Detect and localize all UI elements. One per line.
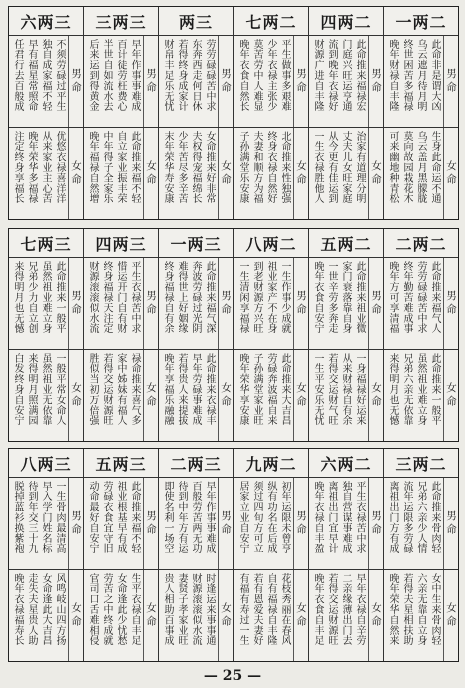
female-fortune-cell [159,350,233,441]
verse-line: 终年勤苦难成事 [401,261,412,334]
verse-line: 兄弟六亲无依靠 [401,353,412,426]
bone-weight-column [308,7,383,219]
verse-line: 晚年福禄自然增 [87,131,98,204]
verse-line: 六亲无靠自立身 [415,573,426,646]
verse-line: 生身此命运不通 [429,131,440,204]
verse-line: 来得明月也无憾 [387,353,398,426]
male-fortune-cell [234,478,308,570]
verse-line: 晚年方可享清福 [387,261,398,334]
verse-line: 夫妻和顺方为福 [251,131,262,204]
male-fortune-label: 男命 [218,36,233,127]
verse-line: 一生平安乐无忧 [312,353,323,426]
verse-line: 终身福禄自有余 [162,261,173,334]
female-fortune-verse [309,570,368,661]
verse-line: 晚年享福乐融融 [162,353,173,426]
verse-line: 一生清闲享福禄 [237,261,248,334]
fortune-table-page [8,6,459,678]
male-fortune-label: 男命 [218,478,233,569]
male-fortune-label: 男命 [443,478,458,569]
verse-line: 流到晚年衣禄好 [326,39,337,112]
bone-weight-column [158,229,233,441]
male-fortune-cell [309,258,383,350]
male-fortune-label: 男命 [443,36,458,127]
verse-line: 终世困苦多福禄 [401,39,412,112]
female-fortune-cell [159,570,233,661]
verse-line: 平生做事多艰难 [279,39,290,112]
female-fortune-cell [309,128,383,219]
verse-line: 待到中年方有运 [176,481,187,554]
verse-line: 一生骨肉最清高 [54,481,65,554]
bone-weight-heading: 八两三 [9,449,83,478]
female-fortune-cell [9,570,83,661]
female-fortune-label: 女命 [443,128,458,219]
bone-weight-heading: 五两三 [84,449,158,478]
female-fortune-label: 女命 [218,350,233,441]
verse-line: 子孙满堂乐安康 [237,131,248,204]
verse-line: 兄弟少力自立创 [26,261,37,334]
bone-weight-column [383,449,458,661]
bone-weight-heading: 二两三 [159,449,233,478]
male-fortune-cell [234,258,308,350]
verse-line: 走失夫星贵人助 [26,573,37,646]
verse-line: 晚年衣禄福寿长 [12,573,23,646]
male-fortune-verse [384,36,443,127]
verse-line: 独自营谋事难成 [340,481,351,554]
bone-weight-heading: 二两二 [384,229,458,258]
female-fortune-label: 女命 [143,128,158,219]
verse-line: 莫向故园栽花木 [401,131,412,204]
verse-line: 自有福禄自丰隆 [265,573,276,646]
male-fortune-label: 男命 [368,36,383,127]
female-fortune-label: 女命 [443,570,458,661]
verse-line: 离祖出门宜早计 [326,481,337,554]
female-fortune-cell [84,570,158,661]
bone-weight-heading: 九两二 [234,449,308,478]
verse-line: 早有福星常照命 [26,39,37,112]
female-fortune-label: 女命 [368,570,383,661]
male-fortune-verse [309,478,368,569]
verse-line: 莫苦劳中人难显 [251,39,262,112]
verse-line: 此命推来骨肉轻 [429,481,440,554]
male-fortune-verse [384,478,443,569]
verse-line: 注定终身享福长 [12,131,23,204]
female-fortune-label: 女命 [68,350,83,441]
verse-line: 此命推来一般平 [429,353,440,426]
verse-line: 胜似当初万倍强 [87,353,98,426]
female-fortune-verse [309,128,368,219]
bone-weight-heading: 五两二 [309,229,383,258]
verse-line: 劳碌奔波福自来 [265,353,276,426]
verse-line: 脱掉蓝衫换紫袍 [12,481,23,554]
female-fortune-label: 女命 [218,570,233,661]
male-fortune-cell [384,258,458,350]
bone-weight-heading: 一两三 [159,229,233,258]
verse-line: 女命逢此少忧愁 [115,573,126,646]
verse-line: 百计徒劳枉费心 [115,39,126,112]
verse-line: 晚年衣禄自丰盈 [312,481,323,554]
female-fortune-label: 女命 [443,350,458,441]
bone-weight-heading: 八两二 [234,229,308,258]
verse-line: 若得贵人来提拔 [176,353,187,426]
verse-line: 女中生来骨肉轻 [429,573,440,646]
male-fortune-label: 男命 [293,258,308,349]
female-fortune-cell [9,128,83,219]
verse-line: 此命推来衣禄丰 [204,353,215,426]
male-fortune-label: 男命 [368,258,383,349]
male-fortune-verse [9,36,68,127]
verse-line: 一身福禄好运来 [354,353,365,426]
female-fortune-cell [159,128,233,219]
verse-line: 时逢运来事事通 [204,573,215,646]
female-fortune-label: 女命 [218,128,233,219]
verse-line: 平生衣禄苦中求 [129,261,140,334]
verse-line: 此命推来福不轻 [129,481,140,554]
male-fortune-cell [9,258,83,350]
verse-line: 此命推来祖业微 [354,261,365,334]
verse-line: 初年运限未曾亨 [279,481,290,554]
fortune-block-2 [8,228,459,442]
verse-line: 半世自如流水去 [101,39,112,112]
verse-line: 早入学门姓名标 [40,481,51,554]
female-fortune-cell [384,128,458,219]
bone-weight-column [233,7,308,219]
bone-weight-heading: 一两二 [384,7,458,36]
female-fortune-cell [84,128,158,219]
verse-line: 晚年荣华多福禄 [26,131,37,204]
female-fortune-verse [9,570,68,661]
female-fortune-cell [309,570,383,661]
female-fortune-cell [309,350,383,441]
verse-line: 早年衣禄自辛劳 [354,573,365,646]
male-fortune-label: 男命 [293,478,308,569]
verse-line: 若得夫星相扶助 [401,573,412,646]
female-fortune-label: 女命 [368,350,383,441]
verse-line: 居家立业自安宁 [237,481,248,554]
verse-line: 中年得子全家乐 [101,131,112,204]
male-fortune-verse [159,258,218,349]
male-fortune-label: 男命 [143,478,158,569]
verse-line: 来得明月也无憾 [12,261,23,334]
female-fortune-verse [9,128,68,219]
verse-line: 二亲缘薄出门去 [340,573,351,646]
verse-line: 百般劳苦两无功 [190,481,201,554]
male-fortune-cell [84,258,158,350]
verse-line: 到老财源方兴旺 [251,261,262,334]
verse-line: 此命推来福气深 [204,261,215,334]
male-fortune-verse [84,36,143,127]
verse-line: 任君行去百般成 [12,39,23,112]
female-fortune-verse [309,350,368,441]
verse-line: 少年苦尽多辛苦 [176,131,187,204]
verse-line: 惜运开门自有财 [115,261,126,334]
bone-weight-column [233,229,308,441]
male-fortune-verse [309,258,368,349]
bone-weight-column [83,7,158,219]
male-fortune-label: 男命 [218,258,233,349]
verse-line: 丈夫儿女旺家庭 [340,131,351,204]
female-fortune-verse [159,128,218,219]
male-fortune-verse [159,478,218,569]
verse-line: 终身衣禄自然好 [265,131,276,204]
bone-weight-heading: 六两二 [309,449,383,478]
female-fortune-cell [234,350,308,441]
bone-weight-column [9,7,83,219]
female-fortune-cell [234,570,308,661]
female-fortune-cell [84,350,158,441]
female-fortune-verse [84,128,143,219]
verse-line: 优悠衣禄喜洋洋 [54,131,65,204]
verse-line: 乌云遮月待月明 [415,39,426,112]
verse-line: 一般平常女命人 [54,353,65,426]
female-fortune-label: 女命 [143,350,158,441]
female-fortune-verse [159,570,218,661]
bone-weight-column [9,229,83,441]
bone-weight-column [308,449,383,661]
bone-weight-heading: 两三 [159,7,233,36]
verse-line: 花枝秀丽在春风 [279,573,290,646]
male-fortune-cell [9,478,83,570]
verse-line: 财源广进自丰隆 [312,39,323,112]
verse-line: 财源滚滚似水流 [87,261,98,334]
bone-weight-column [383,229,458,441]
male-fortune-cell [84,36,158,128]
verse-line: 若得终身成家计 [176,39,187,112]
verse-line: 早年作事事难成 [129,39,140,112]
verse-line: 离祖出门方有成 [387,481,398,554]
bone-weight-heading: 三两二 [384,449,458,478]
bone-weight-heading: 三两三 [84,7,158,36]
verse-line: 夫权得宠福绵长 [190,131,201,204]
verse-line: 风鸣岐山四方扬 [54,573,65,646]
verse-line: 劳劳碌碌苦中求 [204,39,215,112]
verse-line: 若得交运财源旺 [326,573,337,646]
verse-line: 若有恩爱夫妻好 [251,573,262,646]
female-fortune-verse [159,350,218,441]
female-fortune-label: 女命 [68,128,83,219]
verse-line: 财帛丰足乐无忧 [162,39,173,112]
verse-line: 一世辛劳多奔走 [326,261,337,334]
bone-weight-column [383,7,458,219]
verse-line: 即使名利一场空 [162,481,173,554]
female-fortune-label: 女命 [68,570,83,661]
female-fortune-cell [234,128,308,219]
verse-line: 待到年交三十九 [26,481,37,554]
male-fortune-cell [84,478,158,570]
male-fortune-verse [234,258,293,349]
verse-line: 女命推来好非常 [204,131,215,204]
verse-line: 有福有寿过一生 [237,573,248,646]
verse-line: 东奔西走何日休 [190,39,201,112]
female-fortune-label: 女命 [293,350,308,441]
verse-line: 早年作事事难成 [204,481,215,554]
verse-line: 末年荣华寿安康 [162,131,173,204]
male-fortune-label: 男命 [68,478,83,569]
female-fortune-label: 女命 [143,570,158,661]
male-fortune-verse [84,258,143,349]
male-fortune-verse [9,478,68,569]
verse-line: 晚年荣华自然来 [387,573,398,646]
verse-line: 纵有功名在后成 [265,481,276,554]
female-fortune-verse [84,350,143,441]
male-fortune-label: 男命 [293,36,308,127]
verse-line: 从来财禄自有余 [340,353,351,426]
verse-line: 后来运到得黄金 [87,39,98,112]
female-fortune-cell [9,350,83,441]
bone-weight-heading: 四两三 [84,229,158,258]
female-fortune-verse [234,350,293,441]
verse-line: 虽然祖业无依靠 [40,353,51,426]
female-fortune-verse [9,350,68,441]
female-fortune-verse [384,128,443,219]
male-fortune-cell [159,258,233,350]
male-fortune-cell [159,36,233,128]
male-fortune-label: 男命 [443,258,458,349]
verse-line: 虽然祖业难立身 [40,261,51,334]
verse-line: 劳苦之中终成就 [101,573,112,646]
verse-line: 难得世上好姻缘 [176,261,187,334]
page-number: — 25 — [203,668,262,684]
male-fortune-cell [159,478,233,570]
verse-line: 可来幽地种青松 [387,131,398,204]
verse-line: 晚年衣食自安宁 [312,261,323,334]
verse-line: 财源滚滚似水流 [190,573,201,646]
male-fortune-label: 男命 [368,478,383,569]
verse-line: 此命推来福禄宏 [354,39,365,112]
verse-line: 治家有道理分明 [354,131,365,204]
male-fortune-label: 男命 [68,258,83,349]
male-fortune-cell [384,36,458,128]
verse-line: 禄命推来喜气多 [129,353,140,426]
bone-weight-column [9,449,83,661]
verse-line: 家门衰落靠自身 [340,261,351,334]
verse-line: 生平衣禄自丰足 [129,573,140,646]
verse-line: 兄弟六亲少人情 [415,481,426,554]
verse-line: 晚年荣华享安康 [237,353,248,426]
verse-line: 不须劳碌过平生 [54,39,65,112]
verse-line: 子孙满堂家业旺 [251,353,262,426]
verse-line: 祖业根基早有成 [115,481,126,554]
verse-line: 北命推来性独强 [279,131,290,204]
male-fortune-verse [9,258,68,349]
bone-weight-column [158,7,233,219]
male-fortune-verse [234,36,293,127]
verse-line: 女命逢此大吉昌 [40,573,51,646]
verse-line: 若得交运财源旺 [101,353,112,426]
female-fortune-verse [384,570,443,661]
bone-weight-column [308,229,383,441]
verse-line: 一生作事少成就 [279,261,290,334]
male-fortune-cell [9,36,83,128]
male-fortune-cell [234,36,308,128]
male-fortune-cell [384,478,458,570]
verse-line: 早年劳碌事难成 [190,353,201,426]
verse-line: 平生衣禄苦中求 [354,481,365,554]
verse-line: 动命最好自安宁 [87,481,98,554]
verse-line: 来得明月照满园 [26,353,37,426]
bone-weight-column [83,449,158,661]
verse-line: 祖业家产不在身 [265,261,276,334]
verse-line: 晚年衣食自丰足 [312,573,323,646]
female-fortune-label: 女命 [368,128,383,219]
verse-line: 贵人相助百事成 [162,573,173,646]
verse-line: 此命推来大吉昌 [279,353,290,426]
female-fortune-verse [234,570,293,661]
male-fortune-label: 男命 [143,258,158,349]
bone-weight-column [158,449,233,661]
verse-line: 晚年财禄自丰隆 [387,39,398,112]
male-fortune-verse [84,478,143,569]
female-fortune-label: 女命 [293,570,308,661]
bone-weight-heading: 七两二 [234,7,308,36]
male-fortune-cell [309,478,383,570]
verse-line: 晚年衣食自然长 [237,39,248,112]
fortune-block-3 [8,448,459,662]
male-fortune-verse [159,36,218,127]
verse-line: 终身福禄天注定 [101,261,112,334]
male-fortune-verse [234,478,293,569]
bone-weight-column [233,449,308,661]
verse-line: 劳劳碌碌苦中求 [415,261,426,334]
verse-line: 虽然祖业难立身 [415,353,426,426]
verse-line: 妻贤子孝家业旺 [176,573,187,646]
verse-line: 家中姊妹有福人 [115,353,126,426]
verse-line: 劳碌衣食宜守旧 [101,481,112,554]
verse-line: 门庭兴旺运亨通 [340,39,351,112]
bone-weight-heading: 七两三 [9,229,83,258]
verse-line: 从今更有佳运到 [326,131,337,204]
verse-line: 此命非是谓大凶 [429,39,440,112]
female-fortune-label: 女命 [293,128,308,219]
male-fortune-verse [309,36,368,127]
verse-line: 此命推来福气人 [429,261,440,334]
bone-weight-heading: 四两二 [309,7,383,36]
female-fortune-verse [234,128,293,219]
verse-line: 白发终身自安宁 [12,353,23,426]
female-fortune-cell [384,350,458,441]
male-fortune-label: 男命 [68,36,83,127]
verse-line: 从来家业主心苦 [40,131,51,204]
female-fortune-verse [84,570,143,661]
verse-line: 须过四旬方可立 [251,481,262,554]
verse-line: 官司口舌难相侵 [87,573,98,646]
verse-line: 一生衣禄胜他人 [312,131,323,204]
fortune-block-1 [8,6,459,220]
female-fortune-verse [384,350,443,441]
verse-line: 奔波劳碌过光阴 [190,261,201,334]
verse-line: 若得交运财气旺 [326,353,337,426]
male-fortune-cell [309,36,383,128]
verse-line: 流年运限多劳碌 [401,481,412,554]
verse-line: 自立家业振丰荣 [115,131,126,204]
verse-line: 独自成家福不轻 [40,39,51,112]
verse-line: 少年衣禄主张少 [265,39,276,112]
bone-weight-column [83,229,158,441]
verse-line: 乌云盖月黑朦胧 [415,131,426,204]
female-fortune-cell [384,570,458,661]
bone-weight-heading: 六两三 [9,7,83,36]
verse-line: 此命推来福不轻 [129,131,140,204]
male-fortune-verse [384,258,443,349]
verse-line: 此命推来一般平 [54,261,65,334]
male-fortune-label: 男命 [143,36,158,127]
